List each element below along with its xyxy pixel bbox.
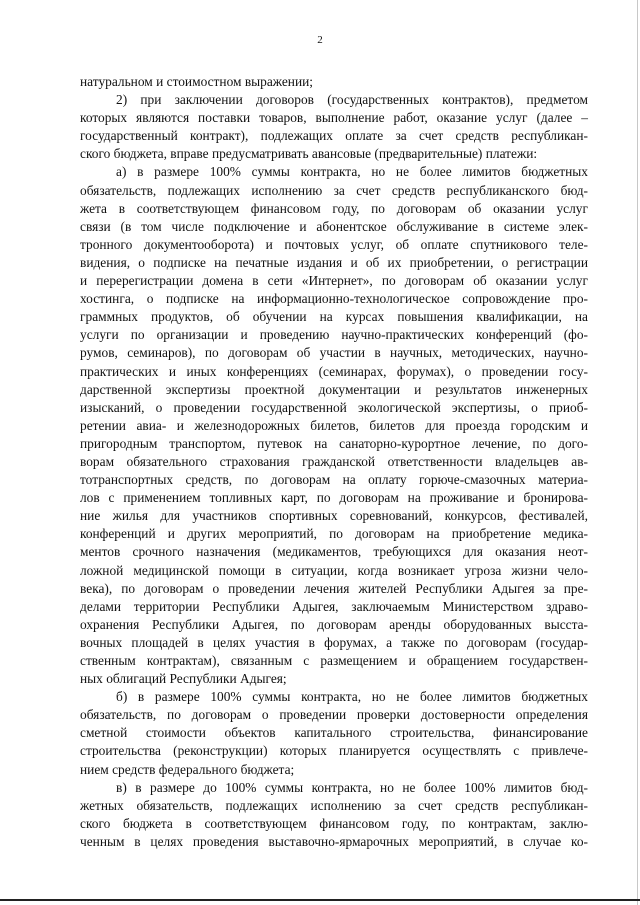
text-line: государственный контракт), подлежащих оплате за счет средств республикан- bbox=[80, 128, 588, 144]
text-line: ского бюджета, вправе предусматривать авансовые (предварительные) платежи: bbox=[80, 146, 538, 162]
text-line: хостинга, о подписке на информационно-технологическое сопровождение про- bbox=[80, 291, 588, 307]
text-line: ственным контрактам), связанным с размещением и обращением государствен- bbox=[80, 653, 588, 668]
text-line: ретении авиа- и железнодорожных билетов, билетов для проезда городским и bbox=[80, 417, 588, 433]
text-line: услуги по организации и проведению научно-практических конференций (фо- bbox=[80, 327, 588, 343]
text-line: жетных обязательств, подлежащих исполнению за счет средств республикан- bbox=[80, 797, 588, 813]
text-line: века), по договорам о проведении лечения жителей Республики Адыгея за пре- bbox=[80, 580, 588, 596]
text-line: 2) при заключении договоров (государственных контрактов), предметом bbox=[116, 92, 588, 108]
text-line: сметной стоимости объектов капитального строительства, финансирование bbox=[80, 725, 588, 741]
scan-edge-right bbox=[637, 0, 638, 905]
text-line: конференций и других мероприятий, по договорам на приобретение медика- bbox=[80, 526, 588, 542]
text-line: ченным в целях проведения выставочно-ярмарочных мероприятий, в случае ко- bbox=[80, 833, 588, 849]
text-line: а) в размере 100% суммы контракта, но не более лимитов бюджетных bbox=[116, 164, 588, 180]
text-line: лов с применением топливных карт, по договорам на проживание и бронирова- bbox=[80, 490, 588, 506]
text-line: связи (в том числе подключение и абонентское обслуживание в системе элек- bbox=[80, 218, 588, 234]
text-line: пригородным транспортом, путевок на санаторно-курортное лечение, по дого- bbox=[80, 435, 588, 451]
text-line: делами территории Республики Адыгея, заключаемым Министерством здраво- bbox=[80, 598, 588, 614]
text-line: б) в размере 100% суммы контракта, но не более лимитов бюджетных bbox=[116, 689, 588, 705]
text-line: ние жилья для участников спортивных соревнований, конкурсов, фестивалей, bbox=[80, 508, 588, 524]
text-line: дарственной экспертизы проектной документации и результатов инженерных bbox=[80, 381, 588, 397]
text-line: изысканий, о проведении государственной экологической экспертизы, о приоб- bbox=[80, 399, 588, 415]
text-line: ского бюджета в соответствующем финансовом году, по контрактам, заклю- bbox=[80, 815, 588, 831]
text-line: строительства (реконструкции) которых планируется осуществлять с привлече- bbox=[80, 743, 588, 759]
text-line: румов, семинаров), по договорам об участии в научных, методических, научно- bbox=[80, 345, 588, 361]
text-line: и перерегистрации домена в сети «Интернет», по договорам об оказании услуг bbox=[80, 273, 588, 289]
page-number: 2 bbox=[317, 34, 323, 46]
text-line: обязательств, по договорам о проведении проверки достоверности определения bbox=[80, 707, 588, 723]
text-line: в) в размере до 100% суммы контракта, но не более 100% лимитов бюд- bbox=[116, 779, 588, 795]
text-line: тотранспортных средств, по договорам на оплату горюче-смазочных материа- bbox=[80, 472, 588, 488]
text-line: ворам обязательного страхования гражданской ответственности владельцев ав- bbox=[80, 453, 588, 469]
text-line: ментов срочного назначения (медикаментов, требующихся для оказания неот- bbox=[80, 544, 588, 560]
text-line: натуральном и стоимостном выражении; bbox=[80, 74, 314, 89]
text-line: жета в соответствующем финансовом году, по договорам об оказании услуг bbox=[80, 200, 588, 216]
text-line: ложной медицинской помощи в ситуации, когда возникает угроза жизни чело- bbox=[80, 562, 588, 578]
scan-edge-bottom bbox=[0, 899, 640, 901]
text-line: практических и иных конференциях (семинарах, форумах), о проведении госу- bbox=[80, 363, 588, 379]
text-line: тронного документооборота) и почтовых услуг, об оплате спутникового теле- bbox=[80, 236, 588, 252]
text-line: которых являются поставки товаров, выполнение работ, оказание услуг (далее – bbox=[80, 110, 588, 126]
text-line: охранения Республики Адыгея, по договорам аренды оборудованных высста- bbox=[80, 616, 588, 632]
text-line: вочных площадей в целях участия в форумах, а также по договорам (государ- bbox=[80, 634, 588, 650]
text-line: обязательств, подлежащих исполнению за счет средств республиканского бюд- bbox=[80, 182, 588, 198]
text-line: ных облигаций Республики Адыгея; bbox=[80, 671, 287, 687]
text-line: граммных продуктов, об обучении на курсах повышения квалификации, на bbox=[80, 309, 588, 325]
text-line: видения, о подписке на печатные издания и об их приобретении, о регистрации bbox=[80, 254, 588, 270]
document-body bbox=[80, 73, 588, 851]
text-line: нием средств федерального бюджета; bbox=[80, 761, 295, 777]
